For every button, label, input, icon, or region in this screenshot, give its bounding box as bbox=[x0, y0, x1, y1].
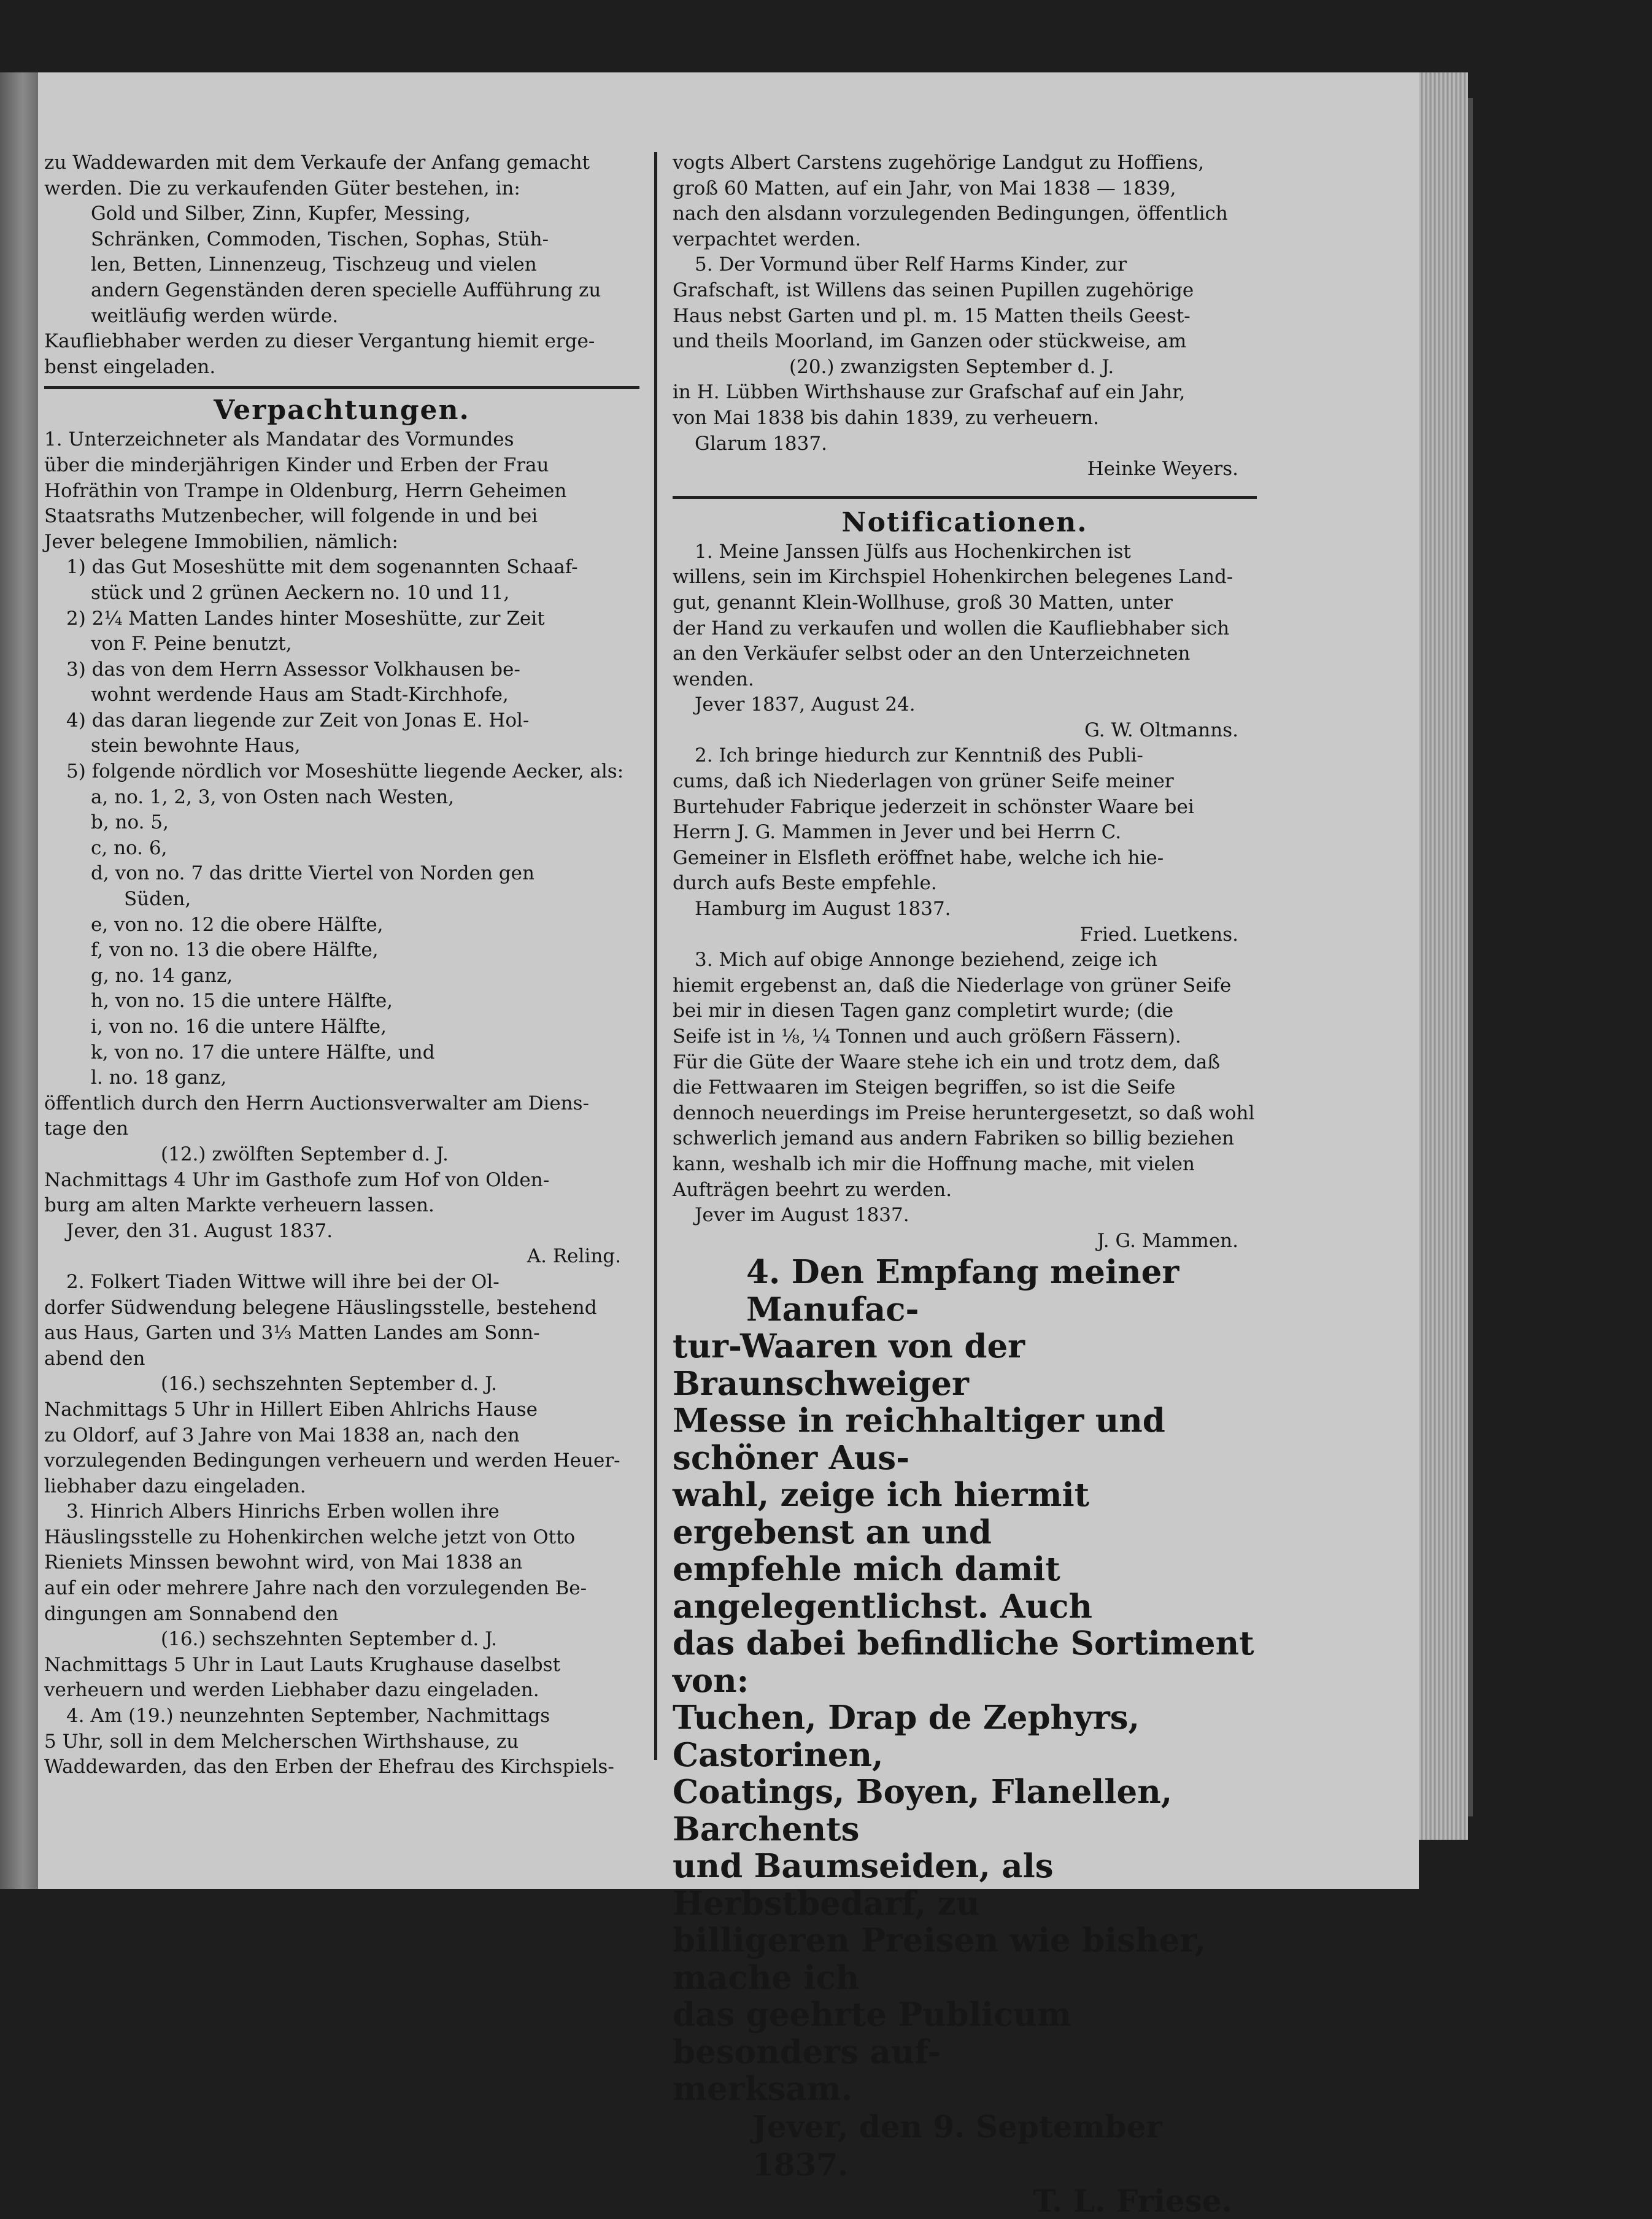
advert-date: Jever, den 9. September 1837. bbox=[752, 2108, 1162, 2183]
text-line: benst eingeladen. bbox=[44, 355, 216, 378]
section-rule bbox=[44, 386, 639, 389]
text-line: Aufträgen beehrt zu werden. bbox=[673, 1178, 952, 1201]
text-line: A. Reling. bbox=[527, 1245, 621, 1268]
text-line: G. W. Oltmanns. bbox=[1084, 719, 1238, 741]
text-line: 2) 2¼ Matten Landes hinter Moseshütte, zur Zeit bbox=[66, 607, 545, 630]
text-line: verheuern und werden Liebhaber dazu eingeladen. bbox=[44, 1679, 539, 1702]
text-line: Häuslingsstelle zu Hohenkirchen welche jetzt von Otto bbox=[44, 1526, 576, 1548]
text-line: 5 Uhr, soll in dem Melcherschen Wirthshause, zu bbox=[44, 1730, 519, 1753]
text-line: kann, weshalb ich mir die Hoffnung mache, mit vielen bbox=[673, 1152, 1195, 1175]
text-line: b, no. 5, bbox=[91, 811, 169, 834]
section-heading-verpachtungen: Verpachtungen. bbox=[214, 395, 470, 426]
text-line: Kaufliebhaber werden zu dieser Vergantung hiemit erge- bbox=[44, 330, 595, 353]
text-line: Grafschaft, ist Willens das seinen Pupillen zugehörige bbox=[673, 279, 1194, 301]
text-line: andern Gegenständen deren specielle Aufführung zu bbox=[91, 279, 601, 301]
text-line: Hofräthin von Trampe in Oldenburg, Herrn Geheimen bbox=[44, 479, 567, 502]
text-line: cums, daß ich Niederlagen von grüner Seife meiner bbox=[673, 770, 1174, 793]
text-line: 2. Ich bringe hiedurch zur Kenntniß des Publi- bbox=[695, 744, 1143, 767]
text-line: Tuchen, Drap de Zephyrs, Castorinen, bbox=[673, 1699, 1140, 1774]
text-line: Jever 1837, August 24. bbox=[695, 693, 916, 716]
text-line: billigeren Preisen wie bisher, mache ich bbox=[673, 1921, 1206, 1997]
text-line: Jever belegene Immobilien, nämlich: bbox=[44, 530, 398, 553]
lease-notices-continued bbox=[673, 150, 1257, 482]
text-line: in H. Lübben Wirthshause zur Grafschaf auf ein Jahr, bbox=[673, 381, 1186, 404]
text-line: Süden, bbox=[124, 888, 191, 911]
text-line: gut, genannt Klein-Wollhuse, groß 30 Matten, unter bbox=[673, 591, 1173, 614]
advert-signature: T. L. Friese. bbox=[1033, 2182, 1232, 2219]
text-line: (16.) sechszehnten September d. J. bbox=[161, 1628, 497, 1651]
text-line: J. G. Mammen. bbox=[1097, 1229, 1238, 1252]
text-line: Seife ist in ⅛, ¼ Tonnen und auch größern Fässern). bbox=[673, 1025, 1181, 1048]
goods-list bbox=[44, 201, 639, 329]
text-line: von Mai 1838 bis dahin 1839, zu verheuern. bbox=[673, 406, 1099, 429]
text-line: zu Oldorf, auf 3 Jahre von Mai 1838 an, nach den bbox=[44, 1424, 520, 1446]
text-line: Coatings, Boyen, Flanellen, Barchents bbox=[673, 1773, 1173, 1848]
text-line: 3. Mich auf obige Annonge beziehend, zeige ich bbox=[695, 949, 1157, 971]
text-line: merksam. bbox=[673, 2070, 853, 2109]
text-line: und theils Moorland, im Ganzen oder stückweise, am bbox=[673, 330, 1187, 353]
text-line: 4) das daran liegende zur Zeit von Jonas E. Hol- bbox=[66, 709, 530, 731]
text-line: Burtehuder Fabrique jederzeit in schönster Waare bei bbox=[673, 795, 1194, 818]
text-line: an den Verkäufer selbst oder an den Unterzeichneten bbox=[673, 643, 1191, 665]
text-line: durch aufs Beste empfehle. bbox=[673, 872, 937, 895]
text-line: von F. Peine benutzt, bbox=[91, 633, 292, 655]
text-line: Nachmittags 5 Uhr in Laut Lauts Krughause daselbst bbox=[44, 1653, 560, 1676]
text-line: (16.) sechszehnten September d. J. bbox=[161, 1373, 497, 1395]
text-line: tur-Waaren von der Braunschweiger bbox=[673, 1327, 1025, 1403]
text-line: wahl, zeige ich hiermit ergebenst an und bbox=[673, 1476, 1090, 1551]
lease-notice-4 bbox=[44, 1704, 639, 1780]
text-line: Fried. Luetkens. bbox=[1079, 923, 1238, 946]
text-line: das geehrte Publicum besonders auf- bbox=[673, 1996, 1071, 2071]
text-line: dingungen am Sonnabend den bbox=[44, 1602, 339, 1625]
text-line: Staatsraths Mutzenbecher, will folgende in und bei bbox=[44, 505, 538, 528]
text-line: und Baumseiden, als Herbstbedarf, zu bbox=[673, 1847, 1054, 1923]
text-line: öffentlich durch den Herrn Auctionsverwalter am Diens- bbox=[44, 1092, 590, 1114]
text-line: willens, sein im Kirchspiel Hohenkirchen belegenes Land- bbox=[673, 566, 1233, 589]
text-line: Gold und Silber, Zinn, Kupfer, Messing, bbox=[91, 203, 471, 225]
right-column bbox=[673, 150, 1257, 2218]
section-rule bbox=[673, 496, 1257, 499]
text-line: Nachmittags 5 Uhr in Hillert Eiben Ahlrichs Hause bbox=[44, 1398, 538, 1421]
text-line: c, no. 6, bbox=[91, 836, 168, 859]
text-line: k, von no. 17 die untere Hälfte, und bbox=[91, 1041, 435, 1063]
lease-notice-1-terms bbox=[44, 1091, 639, 1270]
text-line: Herrn J. G. Mammen in Jever und bei Herrn C. bbox=[673, 821, 1122, 844]
auction-closing bbox=[44, 329, 639, 380]
text-line: 3) das von dem Herrn Assessor Volkhausen be- bbox=[66, 658, 520, 681]
notification-1 bbox=[673, 539, 1257, 744]
left-column bbox=[44, 150, 639, 1780]
lease-notice-2 bbox=[44, 1270, 639, 1499]
text-line: schwerlich jemand aus andern Fabriken so billig beziehen bbox=[673, 1127, 1235, 1150]
text-line: d, von no. 7 das dritte Viertel von Norden gen bbox=[91, 862, 535, 885]
text-line: liebhaber dazu eingeladen. bbox=[44, 1475, 306, 1497]
text-line: Für die Güte der Waare stehe ich ein und trotz dem, daß bbox=[673, 1051, 1221, 1073]
text-line: g, no. 14 ganz, bbox=[91, 964, 233, 987]
previous-page-edge bbox=[0, 72, 38, 1889]
column-divider bbox=[654, 152, 657, 1760]
text-line: wohnt werdende Haus am Stadt-Kirchhofe, bbox=[91, 684, 509, 706]
text-line: Hamburg im August 1837. bbox=[695, 898, 951, 920]
text-line: der Hand zu verkaufen und wollen die Kaufliebhaber sich bbox=[673, 617, 1230, 639]
text-line: h, von no. 15 die untere Hälfte, bbox=[91, 990, 393, 1013]
text-line: burg am alten Markte verheuern lassen. bbox=[44, 1194, 434, 1217]
text-line: über die minderjährigen Kinder und Erben der Frau bbox=[44, 453, 549, 476]
text-line: abend den bbox=[44, 1347, 145, 1370]
text-line: (12.) zwölften September d. J. bbox=[161, 1143, 449, 1165]
notification-2 bbox=[673, 743, 1257, 947]
text-line: verpachtet werden. bbox=[673, 228, 862, 250]
notification-3 bbox=[673, 947, 1257, 1254]
text-line: l. no. 18 ganz, bbox=[91, 1067, 227, 1089]
text-line: e, von no. 12 die obere Hälfte, bbox=[91, 913, 384, 936]
text-line: dennoch neuerdings im Preise heruntergesetzt, so daß wohl bbox=[673, 1102, 1255, 1124]
text-line: Heinke Weyers. bbox=[1087, 458, 1238, 480]
lease-notice-1 bbox=[44, 427, 639, 555]
text-line: vorzulegenden Bedingungen verheuern und werden Heuer- bbox=[44, 1449, 620, 1472]
text-line: empfehle mich damit angelegentlichst. Auch bbox=[673, 1550, 1093, 1626]
lease-notice-3 bbox=[44, 1499, 639, 1704]
text-line: hiemit ergebenst an, daß die Niederlage von grüner Seife bbox=[673, 974, 1232, 997]
text-line: 5) folgende nördlich vor Moseshütte liegende Aecker, als: bbox=[66, 760, 624, 783]
property-list bbox=[44, 555, 639, 784]
text-line: 1. Meine Janssen Jülfs aus Hochenkirchen ist bbox=[695, 540, 1131, 563]
text-line: a, no. 1, 2, 3, von Osten nach Westen, bbox=[91, 785, 455, 808]
text-line: tage den bbox=[44, 1117, 129, 1140]
text-line: weitläufig werden würde. bbox=[91, 304, 339, 327]
text-line: 4. Am (19.) neunzehnten September, Nachmittags bbox=[66, 1705, 550, 1727]
text-line: Glarum 1837. bbox=[695, 432, 827, 455]
notification-4-advertisement bbox=[673, 1254, 1257, 2108]
text-line: Waddewarden, das den Erben der Ehefrau des Kirchspiels- bbox=[44, 1756, 614, 1778]
text-line: Schränken, Commoden, Tischen, Sophas, Stüh- bbox=[91, 228, 549, 250]
text-line: das dabei befindliche Sortiment von: bbox=[673, 1624, 1254, 1700]
text-line: 4. Den Empfang meiner Manufac- bbox=[746, 1253, 1179, 1329]
text-line: groß 60 Matten, auf ein Jahr, von Mai 1838 — 1839, bbox=[673, 177, 1176, 199]
text-line: vogts Albert Carstens zugehörige Landgut zu Hoffiens, bbox=[673, 152, 1205, 174]
text-line: stück und 2 grünen Aeckern no. 10 und 11, bbox=[91, 581, 510, 604]
page-stack-edge bbox=[1419, 72, 1468, 1840]
text-line: wenden. bbox=[673, 668, 754, 690]
text-line: 1) das Gut Moseshütte mit dem sogenannten Schaaf- bbox=[66, 556, 578, 579]
text-line: Haus nebst Garten und pl. m. 15 Matten theils Geest- bbox=[673, 304, 1191, 327]
text-line: dorfer Südwendung belegene Häuslingsstelle, bestehend bbox=[44, 1296, 597, 1319]
text-line: aus Haus, Garten und 3⅓ Matten Landes am Sonn- bbox=[44, 1322, 540, 1345]
text-line: Gemeiner in Elsfleth eröffnet habe, welche ich hie- bbox=[673, 846, 1164, 869]
text-line: 5. Der Vormund über Relf Harms Kinder, zur bbox=[695, 253, 1127, 276]
text-line: Jever, den 31. August 1837. bbox=[66, 1219, 333, 1242]
text-line: 3. Hinrich Albers Hinrichs Erben wollen ihre bbox=[66, 1500, 500, 1523]
text-line: Jever im August 1837. bbox=[695, 1204, 909, 1227]
text-line: (20.) zwanzigsten September d. J. bbox=[789, 355, 1114, 378]
text-line: 1. Unterzeichneter als Mandatar des Vormundes bbox=[44, 428, 514, 451]
text-line: i, von no. 16 die untere Hälfte, bbox=[91, 1016, 387, 1038]
text-line: Nachmittags 4 Uhr im Gasthofe zum Hof von Olden- bbox=[44, 1168, 550, 1191]
page-stack-shadow bbox=[1468, 98, 1473, 1816]
text-line: len, Betten, Linnenzeug, Tischzeug und vielen bbox=[91, 253, 537, 276]
auction-intro bbox=[44, 150, 639, 201]
text-line: auf ein oder mehrere Jahre nach den vorzulegenden Be- bbox=[44, 1577, 587, 1600]
text-line: werden. Die zu verkaufenden Güter bestehen, in: bbox=[44, 177, 520, 199]
text-line: zu Waddewarden mit dem Verkaufe der Anfang gemacht bbox=[44, 152, 590, 174]
text-line: die Fettwaaren im Steigen begriffen, so ist die Seife bbox=[673, 1076, 1176, 1099]
text-line: Messe in reichhaltiger und schöner Aus- bbox=[673, 1402, 1165, 1477]
text-line: f, von no. 13 die obere Hälfte, bbox=[91, 939, 379, 962]
text-line: bei mir in diesen Tagen ganz completirt wurde; (die bbox=[673, 1000, 1174, 1022]
field-list bbox=[44, 785, 639, 1091]
section-heading-notificationen: Notificationen. bbox=[841, 506, 1088, 538]
text-line: Rieniets Minssen bewohnt wird, von Mai 1838 an bbox=[44, 1551, 523, 1574]
text-line: 2. Folkert Tiaden Wittwe will ihre bei der Ol- bbox=[66, 1270, 500, 1293]
text-line: stein bewohnte Haus, bbox=[91, 735, 301, 757]
text-line: nach den alsdann vorzulegenden Bedingungen, öffentlich bbox=[673, 203, 1228, 225]
